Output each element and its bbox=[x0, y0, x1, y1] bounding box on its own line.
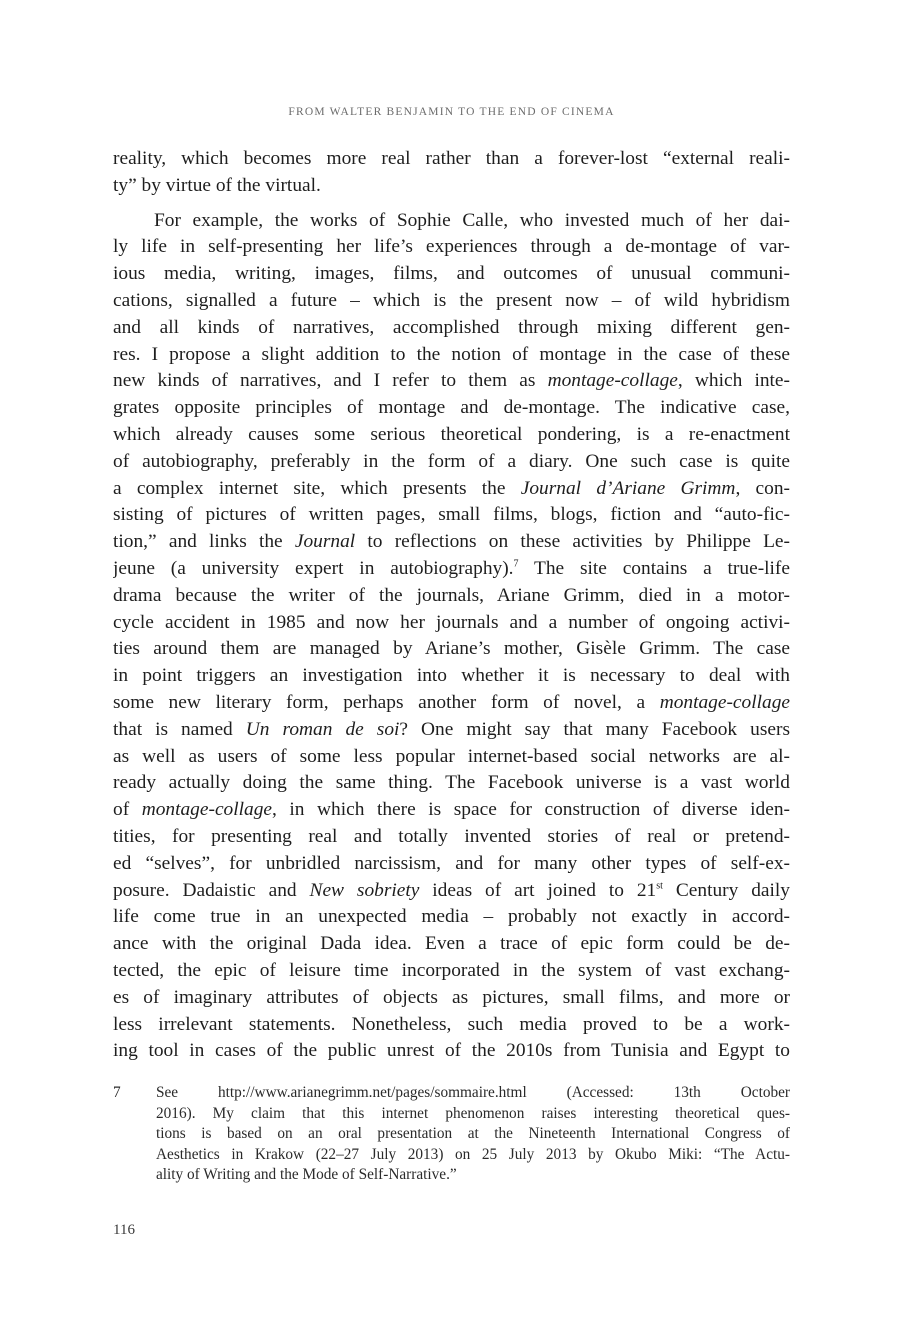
text-run: which already causes some serious theoretical pondering, is a re-enactment bbox=[113, 423, 790, 445]
text-run: life come true in an unexpected media – probably not exactly in accord- bbox=[113, 906, 790, 928]
text-run: , in which there is space for construction of diverse iden- bbox=[272, 799, 790, 821]
text-run: tion,” and links the bbox=[113, 531, 295, 553]
text-run: some new literary form, perhaps another form of novel, a bbox=[113, 691, 660, 713]
text-run: ing tool in cases of the public unrest of the 2010s from Tunisia and Egypt to bbox=[113, 1040, 790, 1062]
body-line bbox=[113, 502, 790, 529]
body-line bbox=[113, 663, 790, 690]
body-line bbox=[113, 744, 790, 771]
body-line bbox=[113, 797, 790, 824]
text-run: to reflections on these activities by Philippe Le- bbox=[355, 531, 790, 553]
text-run: a complex internet site, which presents the bbox=[113, 477, 521, 499]
italic-text: Journal bbox=[294, 531, 356, 553]
text-run: The site contains a true-life bbox=[518, 557, 790, 579]
footnote-line: tions is based on an oral presentation at the Nineteenth International Congress of bbox=[156, 1125, 790, 1143]
running-head: FROM WALTER BENJAMIN TO THE END OF CINEMA bbox=[288, 106, 615, 118]
body-line bbox=[113, 958, 790, 985]
page-number: 116 bbox=[113, 1222, 135, 1238]
body-line bbox=[113, 261, 790, 288]
body-line bbox=[113, 1038, 790, 1065]
footnote-line: Aesthetics in Krakow (22–27 July 2013) on 25 July 2013 by Okubo Miki: “The Actu- bbox=[156, 1145, 790, 1163]
body-line bbox=[113, 904, 790, 931]
body-line bbox=[113, 931, 790, 958]
text-run: of autobiography, preferably in the form of a diary. One such case is quite bbox=[113, 450, 790, 472]
text-run: res. I propose a slight addition to the notion of montage in the case of these bbox=[113, 343, 790, 365]
body-line bbox=[113, 315, 790, 342]
footnote-line: ality of Writing and the Mode of Self-Narrative.” bbox=[156, 1166, 457, 1184]
body-line bbox=[113, 449, 790, 476]
text-run: as well as users of some less popular internet-based social networks are al- bbox=[113, 745, 790, 767]
text-run: For example, the works of Sophie Calle, who invested much of her dai- bbox=[154, 209, 790, 231]
body-line bbox=[113, 368, 790, 395]
text-run: jeune (a university expert in autobiography). bbox=[113, 557, 514, 579]
body-line bbox=[113, 824, 790, 851]
body-line bbox=[113, 288, 790, 315]
text-run: ideas of art joined to 21 bbox=[419, 879, 657, 901]
body-line bbox=[113, 985, 790, 1012]
body-line bbox=[113, 770, 790, 797]
text-run: of bbox=[113, 799, 142, 821]
body-line bbox=[113, 636, 790, 663]
footnote-number: 7 bbox=[113, 1084, 121, 1101]
body-line bbox=[113, 851, 790, 878]
text-run: , which inte- bbox=[677, 370, 790, 392]
body-text bbox=[113, 146, 790, 1065]
text-run: reality, which becomes more real rather than a forever-lost “external reali- bbox=[113, 148, 790, 169]
text-run: Century daily bbox=[662, 879, 790, 901]
body-line bbox=[113, 556, 790, 583]
text-run: ious media, writing, images, films, and outcomes of unusual communi- bbox=[113, 263, 790, 285]
text-run: posure. Dadaistic and bbox=[113, 879, 310, 901]
text-run: ties around them are managed by Ariane’s mother, Gisèle Grimm. The case bbox=[113, 638, 790, 660]
body-line bbox=[113, 146, 790, 173]
body-line bbox=[113, 234, 790, 261]
footnote-line: See http://www.arianegrimm.net/pages/sommaire.html (Accessed: 13th October bbox=[156, 1084, 790, 1101]
footnote bbox=[113, 1083, 790, 1186]
body-line bbox=[113, 1012, 790, 1039]
text-run: tities, for presenting real and totally invented stories of real or pretend- bbox=[113, 825, 790, 847]
body-line bbox=[113, 583, 790, 610]
superscript: 7 bbox=[513, 558, 519, 570]
footnote-text bbox=[156, 1083, 790, 1186]
body-line bbox=[113, 610, 790, 637]
body-line bbox=[113, 717, 790, 744]
text-run: sisting of pictures of written pages, small films, blogs, fiction and “auto-fic- bbox=[113, 504, 790, 526]
text-run: ly life in self-presenting her life’s experiences through a de-montage of var- bbox=[113, 236, 790, 258]
italic-text: montage-collage bbox=[659, 691, 790, 713]
italic-text: montage-collage bbox=[547, 370, 678, 392]
italic-text: Journal d’Ariane Grimm bbox=[520, 477, 736, 499]
text-run: , con- bbox=[735, 477, 790, 499]
text-run: ready actually doing the same thing. The Facebook universe is a vast world bbox=[113, 772, 790, 794]
text-run: cycle accident in 1985 and now her journals and a number of ongoing activi- bbox=[113, 611, 790, 633]
body-line bbox=[113, 395, 790, 422]
italic-text: New sobriety bbox=[309, 879, 420, 901]
text-run: drama because the writer of the journals, Ariane Grimm, died in a motor- bbox=[113, 584, 790, 606]
body-line bbox=[113, 342, 790, 369]
body-line bbox=[113, 476, 790, 503]
text-run: ance with the original Dada idea. Even a trace of epic form could be de- bbox=[113, 933, 790, 955]
text-run: new kinds of narratives, and I refer to them as bbox=[113, 370, 548, 392]
superscript: st bbox=[656, 880, 663, 892]
text-run: in point triggers an investigation into whether it is necessary to deal with bbox=[113, 665, 790, 687]
body-line bbox=[113, 878, 790, 905]
text-run: grates opposite principles of montage and de-montage. The indicative case, bbox=[113, 397, 790, 419]
body-line bbox=[113, 173, 790, 200]
text-run: ed “selves”, for unbridled narcissism, and for many other types of self-ex- bbox=[113, 852, 790, 874]
text-run: es of imaginary attributes of objects as pictures, small films, and more or bbox=[113, 986, 790, 1008]
footnote-line: 2016). My claim that this internet phenomenon raises interesting theoretical ques- bbox=[156, 1104, 790, 1122]
text-run: ? One might say that many Facebook users bbox=[399, 718, 790, 740]
text-run: cations, signalled a future – which is the present now – of wild hybridism bbox=[113, 289, 790, 311]
text-run: tected, the epic of leisure time incorporated in the system of vast exchang- bbox=[113, 959, 790, 981]
body-line bbox=[113, 529, 790, 556]
text-run: that is named bbox=[113, 718, 246, 740]
italic-text: montage-collage bbox=[141, 799, 273, 821]
body-line bbox=[113, 422, 790, 449]
text-run: and all kinds of narratives, accomplished through mixing different gen- bbox=[113, 316, 790, 338]
text-run: less irrelevant statements. Nonetheless, such media proved to be a work- bbox=[113, 1013, 790, 1035]
italic-text: Un roman de soi bbox=[245, 718, 400, 740]
body-line bbox=[113, 690, 790, 717]
body-line bbox=[113, 208, 790, 235]
text-run: ty” by virtue of the virtual. bbox=[113, 174, 321, 196]
